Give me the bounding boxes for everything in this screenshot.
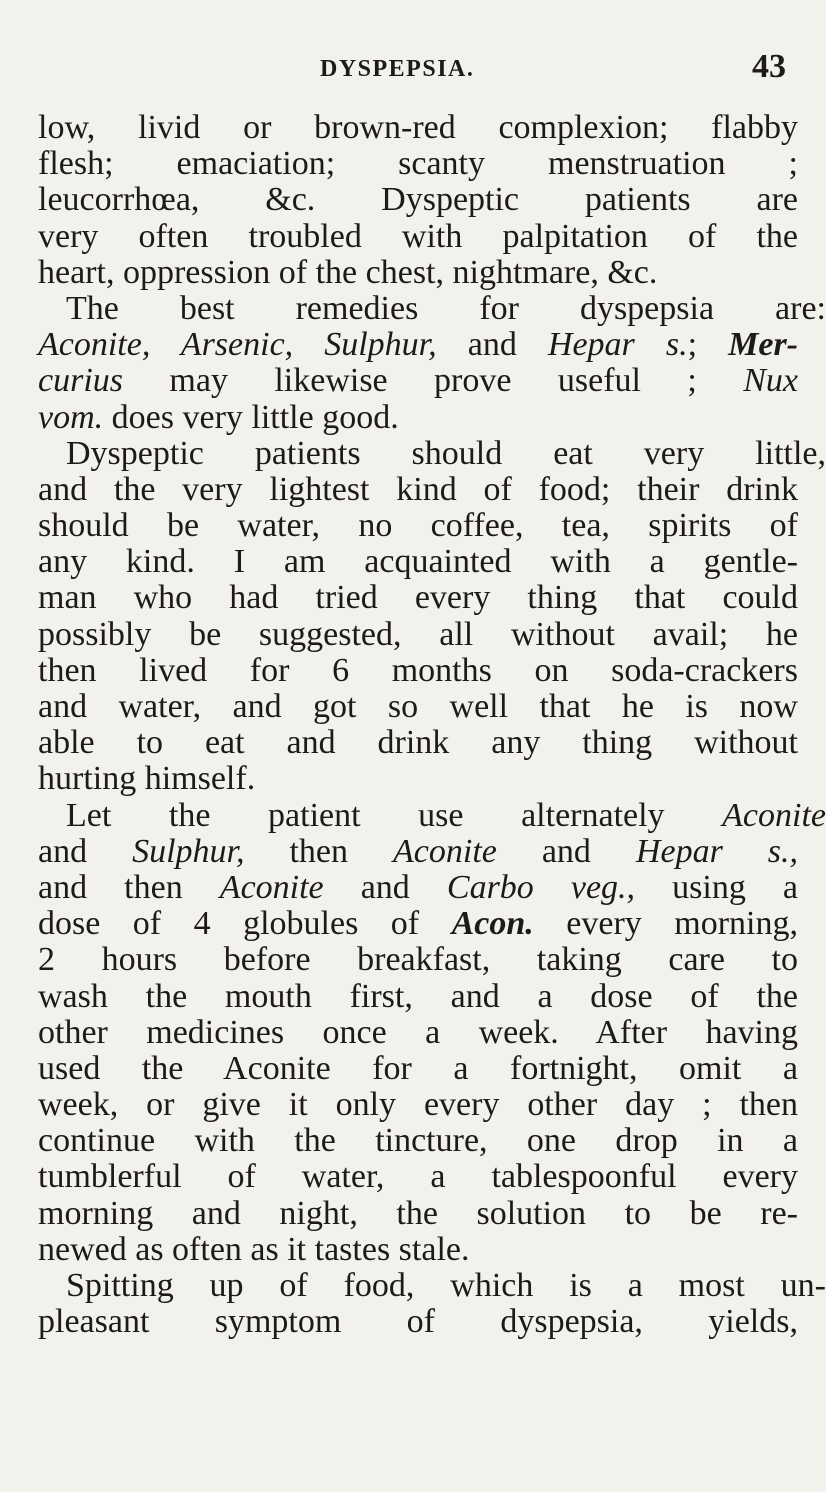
text-run: and — [436, 326, 548, 364]
text-run: then — [244, 832, 394, 870]
text-line — [38, 580, 798, 616]
text-run: does very little good. — [103, 398, 399, 436]
text-run: heart, oppression of the chest, nightmare, &c. — [38, 253, 658, 291]
text-line — [38, 255, 798, 291]
text-run: Spitting up of food, which is a most un- — [66, 1267, 826, 1304]
text-line — [38, 979, 798, 1015]
text-line — [38, 942, 798, 978]
text-run: The best remedies for dyspepsia are: — [66, 289, 826, 327]
text-line — [38, 1087, 798, 1123]
text-run: should be water, no coffee, tea, spirits of — [38, 507, 798, 545]
text-run: continue with the tincture, one drop in a — [38, 1122, 798, 1160]
text-run: any kind. I am acquainted with a gentle- — [38, 543, 798, 581]
italic-term: Acon. — [451, 905, 534, 943]
text-line — [38, 327, 798, 363]
italic-term: Carbo veg., — [446, 868, 636, 906]
text-run: and water, and got so well that he is now — [38, 688, 798, 725]
text-line — [38, 1232, 798, 1268]
text-run: dose of 4 globules of — [38, 905, 452, 943]
text-run: every morning, — [533, 905, 799, 943]
text-run: using a — [635, 868, 798, 906]
text-line — [38, 1051, 798, 1087]
text-run: able to eat and drink any thing without — [38, 724, 798, 762]
text-line — [38, 725, 798, 761]
text-run: leucorrhœa, &c. Dyspeptic patients are — [38, 181, 798, 219]
text-line — [38, 436, 826, 472]
text-run: 2 hours before breakfast, taking care to — [38, 941, 798, 979]
italic-term: curius — [38, 362, 123, 400]
text-run: wash the mouth first, and a dose of the — [38, 977, 798, 1015]
text-line — [38, 110, 798, 146]
text-line — [38, 761, 798, 797]
text-run: week, or give it only every other day ; then — [38, 1086, 798, 1124]
text-line — [38, 146, 798, 182]
text-run: and — [38, 832, 133, 870]
italic-term: Mer- — [728, 326, 799, 364]
page-number: 43 — [752, 48, 786, 85]
text-line — [38, 182, 798, 218]
italic-term: Sulphur, — [132, 832, 245, 870]
text-run: then lived for 6 months on soda-crackers — [38, 651, 798, 689]
italic-term: Hepar s., — [635, 832, 799, 870]
running-head — [0, 48, 800, 88]
text-line — [38, 1196, 798, 1232]
text-run: hurting himself. — [38, 760, 256, 798]
text-run: man who had tried every thing that could — [38, 579, 798, 617]
text-line — [38, 508, 798, 544]
text-line — [38, 291, 826, 327]
text-line — [38, 1123, 798, 1159]
text-line — [38, 1268, 826, 1304]
text-run: and — [323, 868, 447, 906]
text-line — [38, 219, 798, 255]
text-line — [38, 1304, 798, 1340]
text-run: and — [496, 832, 636, 870]
italic-term: Aconite — [393, 832, 497, 870]
text-line — [38, 870, 798, 906]
text-run: and the very lightest kind of food; their drink — [38, 470, 798, 508]
italic-term: Nux — [743, 362, 798, 400]
text-line — [38, 689, 798, 725]
italic-term: Aconite, Arsenic, Sulphur, — [38, 326, 437, 364]
text-run: tumblerful of water, a tablespoonful every — [38, 1158, 798, 1196]
text-run: newed as often as it tastes stale. — [38, 1230, 470, 1268]
italic-term: vom. — [38, 398, 104, 436]
text-run: ; — [687, 326, 729, 364]
text-line — [38, 798, 826, 834]
text-run: possibly be suggested, all without avail; he — [38, 615, 798, 653]
italic-term: Hepar s. — [547, 326, 688, 364]
text-run: and then — [38, 868, 220, 906]
text-line — [38, 472, 798, 508]
text-line — [38, 544, 798, 580]
text-run: used the Aconite for a fortnight, omit a — [38, 1049, 798, 1087]
text-line — [38, 617, 798, 653]
text-run: Let the patient use alternately — [66, 796, 723, 834]
text-run: morning and night, the solution to be re- — [38, 1194, 798, 1232]
body-text — [38, 109, 826, 1341]
text-line — [38, 400, 798, 436]
text-run: very often troubled with palpitation of the — [38, 217, 798, 255]
text-line — [38, 363, 798, 399]
text-run: low, livid or brown-red complexion; flabby — [38, 109, 798, 146]
text-run: Dyspeptic patients should eat very little, — [66, 434, 826, 472]
running-head-title: DYSPEPSIA. — [320, 56, 475, 82]
text-line — [38, 1015, 798, 1051]
text-run: other medicines once a week. After having — [38, 1013, 798, 1051]
text-line — [38, 653, 798, 689]
text-run: flesh; emaciation; scanty menstruation ; — [38, 145, 798, 183]
italic-term: Aconite — [219, 868, 324, 906]
text-line — [38, 1159, 798, 1195]
text-run: may likewise prove useful ; — [123, 362, 744, 400]
text-line — [38, 834, 798, 870]
italic-term: Aconite — [722, 796, 826, 834]
text-line — [38, 906, 798, 942]
text-run: pleasant symptom of dyspepsia, yields, — [38, 1303, 798, 1341]
